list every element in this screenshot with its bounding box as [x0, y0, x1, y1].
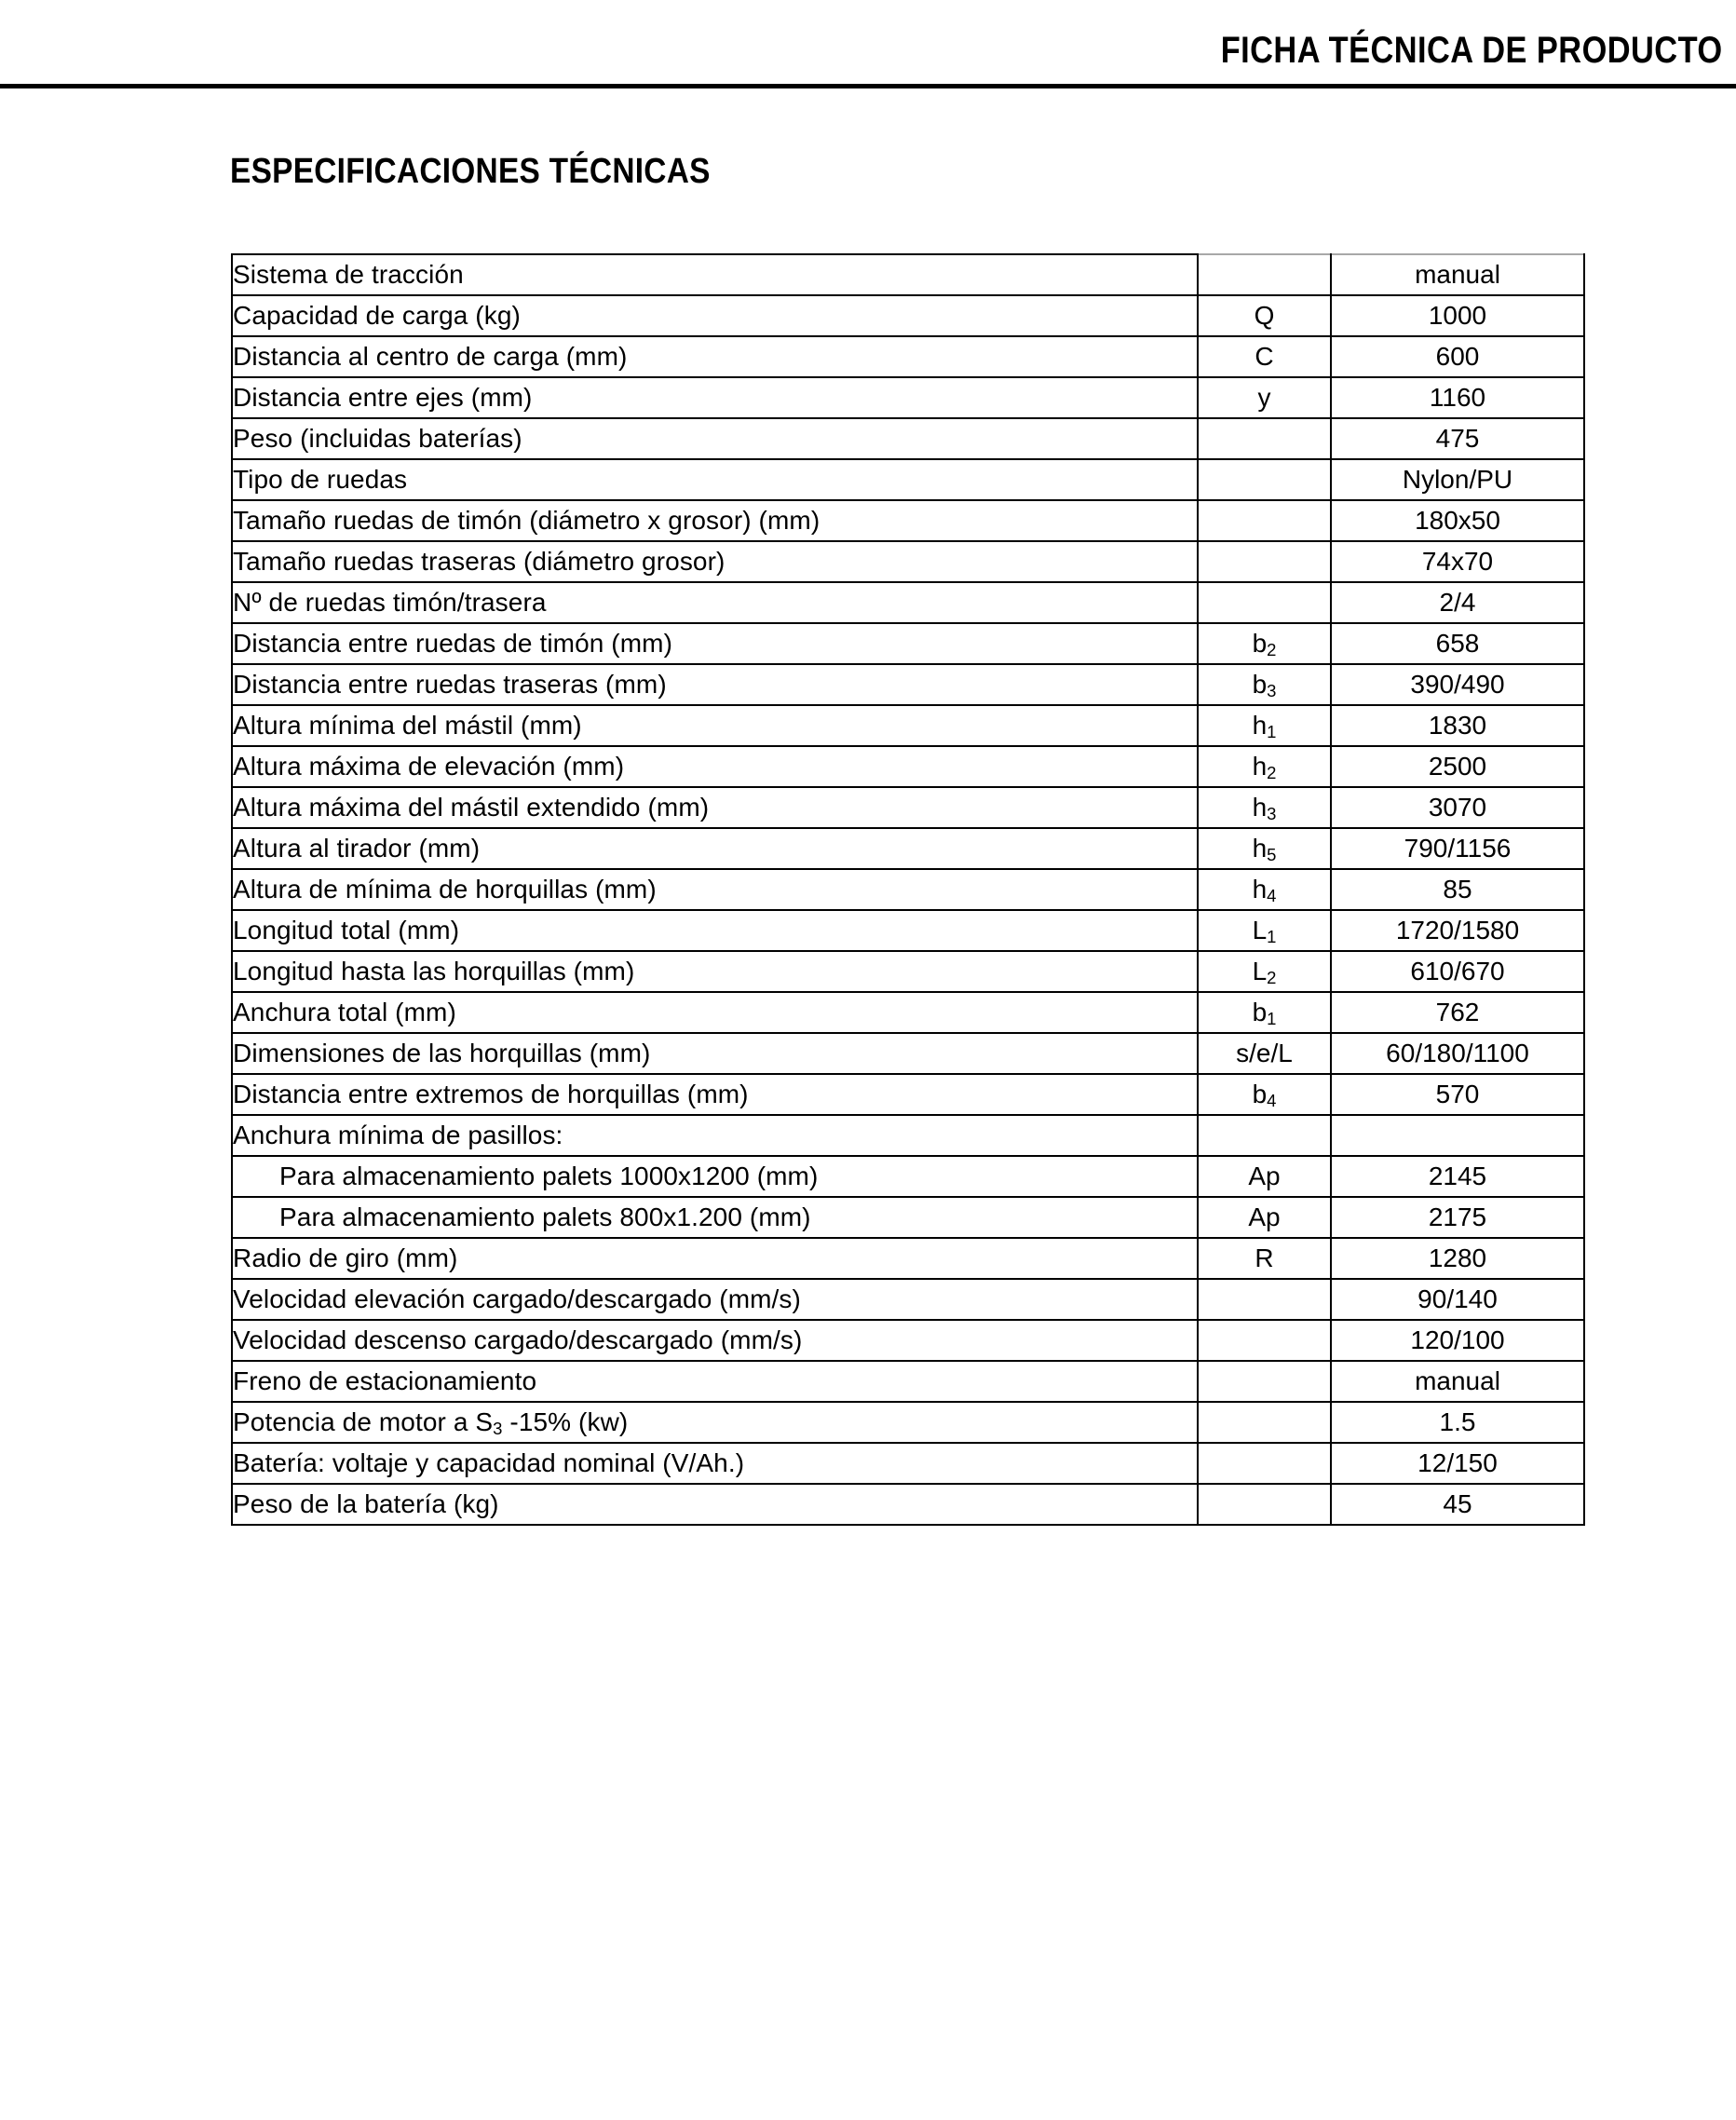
- spec-symbol: [1198, 1115, 1331, 1156]
- table-row: [232, 1033, 1584, 1074]
- table-row: [232, 500, 1584, 541]
- page-header: [0, 0, 1736, 89]
- spec-value: 85: [1331, 869, 1584, 910]
- specifications-table: [231, 253, 1585, 1526]
- spec-symbol: Q: [1198, 295, 1331, 336]
- header-rule: [0, 84, 1736, 88]
- spec-value: 658: [1331, 623, 1584, 664]
- spec-value: 45: [1331, 1484, 1584, 1525]
- table-row: [232, 623, 1584, 664]
- table-row: [232, 1361, 1584, 1402]
- spec-value: 1.5: [1331, 1402, 1584, 1443]
- spec-label: Nº de ruedas timón/trasera: [232, 582, 1198, 623]
- spec-value: 60/180/1100: [1331, 1033, 1584, 1074]
- spec-label: Freno de estacionamiento: [232, 1361, 1198, 1402]
- spec-symbol: $b_1$: [1198, 992, 1331, 1033]
- spec-value: 762: [1331, 992, 1584, 1033]
- spec-value: 475: [1331, 418, 1584, 459]
- table-row: [232, 746, 1584, 787]
- spec-value: 1000: [1331, 295, 1584, 336]
- spec-value: 1280: [1331, 1238, 1584, 1279]
- table-row: [232, 336, 1584, 377]
- spec-label: Batería: voltaje y capacidad nominal (V/Ah.): [232, 1443, 1198, 1484]
- spec-symbol: $h_2$: [1198, 746, 1331, 787]
- spec-label: Velocidad descenso cargado/descargado (mm/s): [232, 1320, 1198, 1361]
- spec-label: Sistema de tracción: [232, 254, 1198, 295]
- spec-label: Altura máxima del mástil extendido (mm): [232, 787, 1198, 828]
- table-row: [232, 787, 1584, 828]
- spec-symbol: $h_3$: [1198, 787, 1331, 828]
- table-row: [232, 254, 1584, 295]
- spec-label: Peso de la batería (kg): [232, 1484, 1198, 1525]
- spec-value: Nylon/PU: [1331, 459, 1584, 500]
- spec-value: 3070: [1331, 787, 1584, 828]
- spec-label: Altura al tirador (mm): [232, 828, 1198, 869]
- table-row: [232, 992, 1584, 1033]
- spec-symbol: [1198, 1320, 1331, 1361]
- table-row: [232, 705, 1584, 746]
- table-row: [232, 295, 1584, 336]
- table-row: [232, 418, 1584, 459]
- spec-label: Dimensiones de las horquillas (mm): [232, 1033, 1198, 1074]
- spec-symbol: R: [1198, 1238, 1331, 1279]
- spec-label: Distancia entre extremos de horquillas (mm): [232, 1074, 1198, 1115]
- table-row: [232, 910, 1584, 951]
- spec-value: manual: [1331, 254, 1584, 295]
- spec-symbol: [1198, 1361, 1331, 1402]
- spec-symbol: [1198, 1443, 1331, 1484]
- table-row: [232, 1074, 1584, 1115]
- spec-symbol: $h_5$: [1198, 828, 1331, 869]
- spec-value: 74x70: [1331, 541, 1584, 582]
- spec-label: Altura de mínima de horquillas (mm): [232, 869, 1198, 910]
- table-row: [232, 459, 1584, 500]
- spec-symbol-subscript: 4: [1267, 1091, 1277, 1111]
- spec-symbol-subscript: 2: [1267, 968, 1277, 988]
- spec-symbol: [1198, 254, 1331, 295]
- spec-value: 90/140: [1331, 1279, 1584, 1320]
- spec-symbol: s/e/L: [1198, 1033, 1331, 1074]
- spec-symbol-subscript: 2: [1267, 640, 1277, 660]
- spec-label: Peso (incluidas baterías): [232, 418, 1198, 459]
- table-row: [232, 1484, 1584, 1525]
- spec-symbol-subscript: 4: [1267, 886, 1277, 906]
- spec-symbol: [1198, 1402, 1331, 1443]
- spec-symbol-subscript: 1: [1267, 722, 1277, 742]
- spec-value: 180x50: [1331, 500, 1584, 541]
- spec-label: Distancia entre ruedas traseras (mm): [232, 664, 1198, 705]
- table-row: [232, 869, 1584, 910]
- spec-symbol-subscript: 2: [1267, 763, 1277, 783]
- spec-label: Potencia de motor a $S_3$ -15% (kw): [232, 1402, 1198, 1443]
- spec-label: Para almacenamiento palets 800x1.200 (mm): [232, 1197, 1198, 1238]
- table-row: [232, 1197, 1584, 1238]
- spec-value: 2500: [1331, 746, 1584, 787]
- spec-symbol: [1198, 418, 1331, 459]
- spec-value: 790/1156: [1331, 828, 1584, 869]
- table-row: [232, 582, 1584, 623]
- spec-label: Distancia entre ejes (mm): [232, 377, 1198, 418]
- spec-value: 2175: [1331, 1197, 1584, 1238]
- spec-symbol: [1198, 1279, 1331, 1320]
- spec-symbol: [1198, 582, 1331, 623]
- table-row: [232, 1402, 1584, 1443]
- spec-label: Distancia al centro de carga (mm): [232, 336, 1198, 377]
- table-row: [232, 664, 1584, 705]
- spec-label: Longitud hasta las horquillas (mm): [232, 951, 1198, 992]
- table-row: [232, 1443, 1584, 1484]
- table-row: [232, 828, 1584, 869]
- spec-label: Anchura total (mm): [232, 992, 1198, 1033]
- spec-label: Anchura mínima de pasillos:: [232, 1115, 1198, 1156]
- spec-symbol: C: [1198, 336, 1331, 377]
- spec-label: Capacidad de carga (kg): [232, 295, 1198, 336]
- spec-label: Para almacenamiento palets 1000x1200 (mm): [232, 1156, 1198, 1197]
- spec-label-tail: -15% (kw): [502, 1407, 629, 1437]
- spec-value: [1331, 1115, 1584, 1156]
- table-row: [232, 541, 1584, 582]
- spec-label: Tamaño ruedas de timón (diámetro x grosor) (mm): [232, 500, 1198, 541]
- table-row: [232, 1115, 1584, 1156]
- spec-symbol: $L_2$: [1198, 951, 1331, 992]
- section-title: ESPECIFICACIONES TÉCNICAS: [230, 152, 711, 191]
- spec-label: Altura mínima del mástil (mm): [232, 705, 1198, 746]
- spec-label: Altura máxima de elevación (mm): [232, 746, 1198, 787]
- spec-value: 2/4: [1331, 582, 1584, 623]
- spec-symbol-subscript: 5: [1267, 845, 1277, 865]
- spec-value: 600: [1331, 336, 1584, 377]
- spec-symbol: [1198, 500, 1331, 541]
- spec-value: 570: [1331, 1074, 1584, 1115]
- spec-symbol: $L_1$: [1198, 910, 1331, 951]
- table-row: [232, 1156, 1584, 1197]
- specifications-table-container: [231, 253, 1583, 1526]
- page-header-title: FICHA TÉCNICA DE PRODUCTO: [1221, 30, 1723, 71]
- spec-value: manual: [1331, 1361, 1584, 1402]
- spec-value: 120/100: [1331, 1320, 1584, 1361]
- spec-symbol-subscript: 1: [1267, 1009, 1277, 1029]
- spec-symbol: $h_1$: [1198, 705, 1331, 746]
- spec-value: 1160: [1331, 377, 1584, 418]
- spec-symbol: Ap: [1198, 1197, 1331, 1238]
- spec-symbol: Ap: [1198, 1156, 1331, 1197]
- spec-symbol-subscript: 3: [1267, 804, 1277, 824]
- spec-symbol: $b_3$: [1198, 664, 1331, 705]
- table-row: [232, 377, 1584, 418]
- spec-label: Longitud total (mm): [232, 910, 1198, 951]
- spec-symbol: [1198, 541, 1331, 582]
- spec-symbol: $b_4$: [1198, 1074, 1331, 1115]
- spec-label-subscript: 3: [493, 1419, 503, 1439]
- spec-value: 390/490: [1331, 664, 1584, 705]
- table-row: [232, 1320, 1584, 1361]
- spec-value: 1830: [1331, 705, 1584, 746]
- spec-symbol: $b_2$: [1198, 623, 1331, 664]
- spec-value: 1720/1580: [1331, 910, 1584, 951]
- spec-label: Distancia entre ruedas de timón (mm): [232, 623, 1198, 664]
- spec-symbol: [1198, 459, 1331, 500]
- table-row: [232, 1238, 1584, 1279]
- table-row: [232, 1279, 1584, 1320]
- spec-label: Tipo de ruedas: [232, 459, 1198, 500]
- spec-symbol-subscript: 1: [1267, 927, 1277, 947]
- spec-symbol: y: [1198, 377, 1331, 418]
- spec-value: 2145: [1331, 1156, 1584, 1197]
- table-row: [232, 951, 1584, 992]
- spec-label: Radio de giro (mm): [232, 1238, 1198, 1279]
- spec-value: 610/670: [1331, 951, 1584, 992]
- spec-label: Velocidad elevación cargado/descargado (mm/s): [232, 1279, 1198, 1320]
- spec-symbol-subscript: 3: [1267, 681, 1277, 701]
- spec-symbol: [1198, 1484, 1331, 1525]
- spec-symbol: $h_4$: [1198, 869, 1331, 910]
- spec-label: Tamaño ruedas traseras (diámetro grosor): [232, 541, 1198, 582]
- spec-value: 12/150: [1331, 1443, 1584, 1484]
